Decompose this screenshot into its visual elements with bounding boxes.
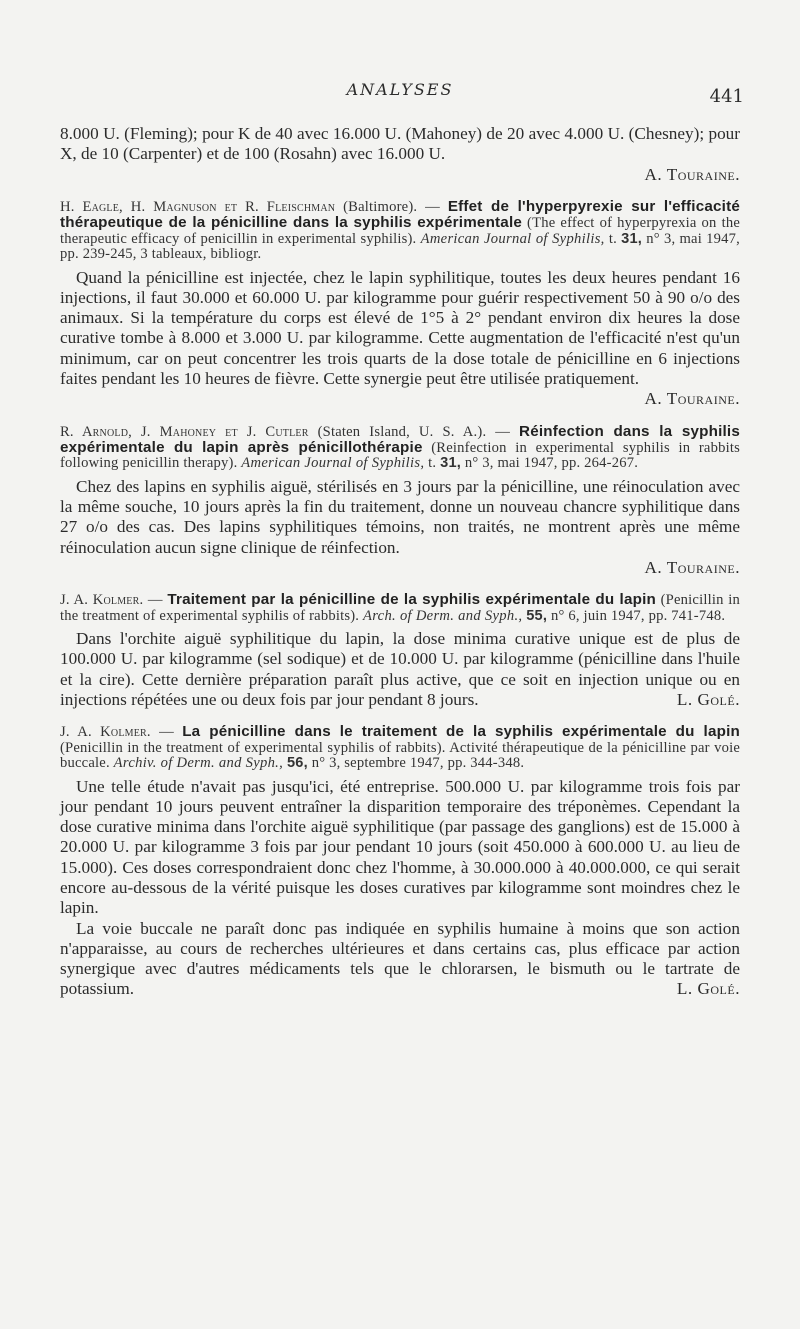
authors: J. A. Kolmer. [60, 592, 144, 609]
details: n° 6, juin 1947, pp. 741-748. [550, 607, 726, 624]
page-body [60, 124, 740, 1000]
article-title: Traitement par la pénicilline de la syphilis expérimentale du lapin [167, 591, 656, 609]
abstract: Quand la pénicilline est injectée, chez le lapin syphilitique, toutes les deux heures pendant 16 injections, il faut 30.000 et 60.000 U. par kilogramme pour guérir respectivement 50 à 90 o/o des animaux. Si la température du corps est élevé de 1°5 à 2° pendant environ dix heures la dose curative tombe à 8.000 et 3.000 U. par kilogramme. Cette augmentation de l'efficacité n'est qu'un minimum, car on peut concentrer les trois quarts de la dose totale de pénicilline en 6 injections faites pendant les 10 heures de fièvre. Cette synergie peut être utilisée pratiquement. [60, 267, 740, 388]
location: (Baltimore). — [343, 198, 440, 215]
abstract: Chez des lapins en syphilis aiguë, stérilisés en 3 jours par la pénicilline, une réinoculation avec la même souche, 10 jours après la fin du traitement, donne un nouveau chancre syphilitique dans 27 o/o des cas. Des lapins syphilitiques témoins, non traités, ne montrent après une même réinoculation aucun signe clinique de réinfection. [60, 476, 740, 557]
review-entry [60, 592, 740, 710]
location: — [147, 592, 163, 609]
article-title: La pénicilline dans le traitement de la syphilis expérimentale du lapin [182, 723, 740, 741]
reference [60, 424, 740, 472]
signature: A. Touraine. [644, 389, 740, 409]
original-title: (Penicillin in the treatment of experimental syphilis of rabbits). Activité thérapeutique de la pénicilline par voie buccale. [60, 739, 740, 772]
reference [60, 199, 740, 263]
signature: L. Golé. [676, 979, 740, 999]
article-title: Réinfection dans la syphilis expérimentale du lapin après pénicillothérapie [60, 422, 740, 456]
original-title: (Penicillin in the treatment of experimental syphilis of rabbits). [60, 592, 740, 624]
journal: American Journal of Syphilis, [420, 230, 605, 247]
details: n° 3, mai 1947, pp. 264-267. [464, 455, 639, 472]
volume: 31, [440, 455, 462, 472]
original-title: (Reinfection in experimental syphilis in rabbits following penicillin therapy). [60, 440, 740, 472]
journal: Arch. of Derm. and Syph., [363, 607, 523, 624]
signature: L. Golé. [676, 690, 740, 709]
authors: H. Eagle, H. Magnuson et R. Fleischman [60, 198, 336, 215]
continuation-text: 8.000 U. (Fleming); pour K de 40 avec 16.000 U. (Mahoney) de 20 avec 4.000 U. (Chesney); pour X, de 10 (Carpenter) et de 100 (Rosahn) avec 16.000 U. [60, 124, 740, 164]
volume-prefix: t. [608, 230, 617, 247]
abstract: Dans l'orchite aiguë syphilitique du lapin, la dose minima curative unique est de plus de 100.000 U. par kilogramme (sel sodique) et de 10.000 U. par kilogramme (pénicilline dans l'huile et la cire). Cette dernière préparation paraît plus active, que ce soit en injection unique ou en injections répétées une ou deux fois par jour pendant 8 jours. L. Golé. [60, 629, 740, 709]
location: (Staten Island, U. S. A.). — [317, 423, 511, 440]
running-head: ANALYSES [346, 80, 454, 99]
signature: A. Touraine. [644, 164, 740, 184]
details: n° 3, septembre 1947, pp. 344-348. [311, 755, 525, 772]
reference [60, 724, 740, 771]
review-entry [60, 724, 740, 999]
authors: J. A. Kolmer. [60, 724, 151, 741]
volume: 55, [526, 607, 548, 624]
signature: A. Touraine. [644, 558, 740, 577]
review-entry [60, 424, 740, 579]
abstract-continued: La voie buccale ne paraît donc pas indiquée en syphilis humaine à moins que son action n'apparaisse, au cours de recherches ultérieures et dans certains cas, plus efficace par action synergique avec d'autres médicaments tels que le chlorarsen, le bismuth ou le tartrate de potassium. L. Golé. [60, 918, 740, 999]
volume-prefix: t. [428, 455, 437, 472]
review-entry [60, 199, 740, 410]
original-title: (The effect of hyperpyrexia on the therapeutic efficacy of penicillin in experimental syphilis). [60, 215, 740, 247]
volume: 56, [286, 755, 308, 772]
volume: 31, [621, 230, 643, 247]
article-title: Effet de l'hyperpyrexie sur l'efficacité thérapeutique de la pénicilline dans la syphilis expérimentale [60, 197, 740, 232]
page-header [0, 80, 800, 110]
page-number: 441 [709, 86, 744, 107]
location: — [159, 724, 174, 741]
journal: American Journal of Syphilis, [241, 455, 425, 472]
authors: R. Arnold, J. Mahoney et J. Cutler [60, 423, 309, 440]
journal: Archiv. of Derm. and Syph., [113, 755, 284, 772]
reference [60, 592, 740, 624]
details: n° 3, mai 1947, pp. 239-245, 3 tableaux, bibliogr. [60, 230, 740, 263]
abstract: Une telle étude n'avait pas jusqu'ici, été entreprise. 500.000 U. par kilogramme trois fois par jour pendant 10 jours peuvent entraîner la disparition temporaire des tréponèmes. Cependant la dose curative minima dans l'orchite aiguë syphilitique (par passage des ganglions) est de 15.000 à 20.000 U. par kilogramme 3 fois par jour pendant 10 jours (soit 450.000 à 600.000 U. au lieu de 15.000). Ces doses correspondraient donc chez l'homme, à 30.000.000 à 40.000.000, ce qui serait encore au-dessous de la vérité puisque les doses curatives par kilogramme sont moindres chez le lapin. [60, 776, 740, 918]
